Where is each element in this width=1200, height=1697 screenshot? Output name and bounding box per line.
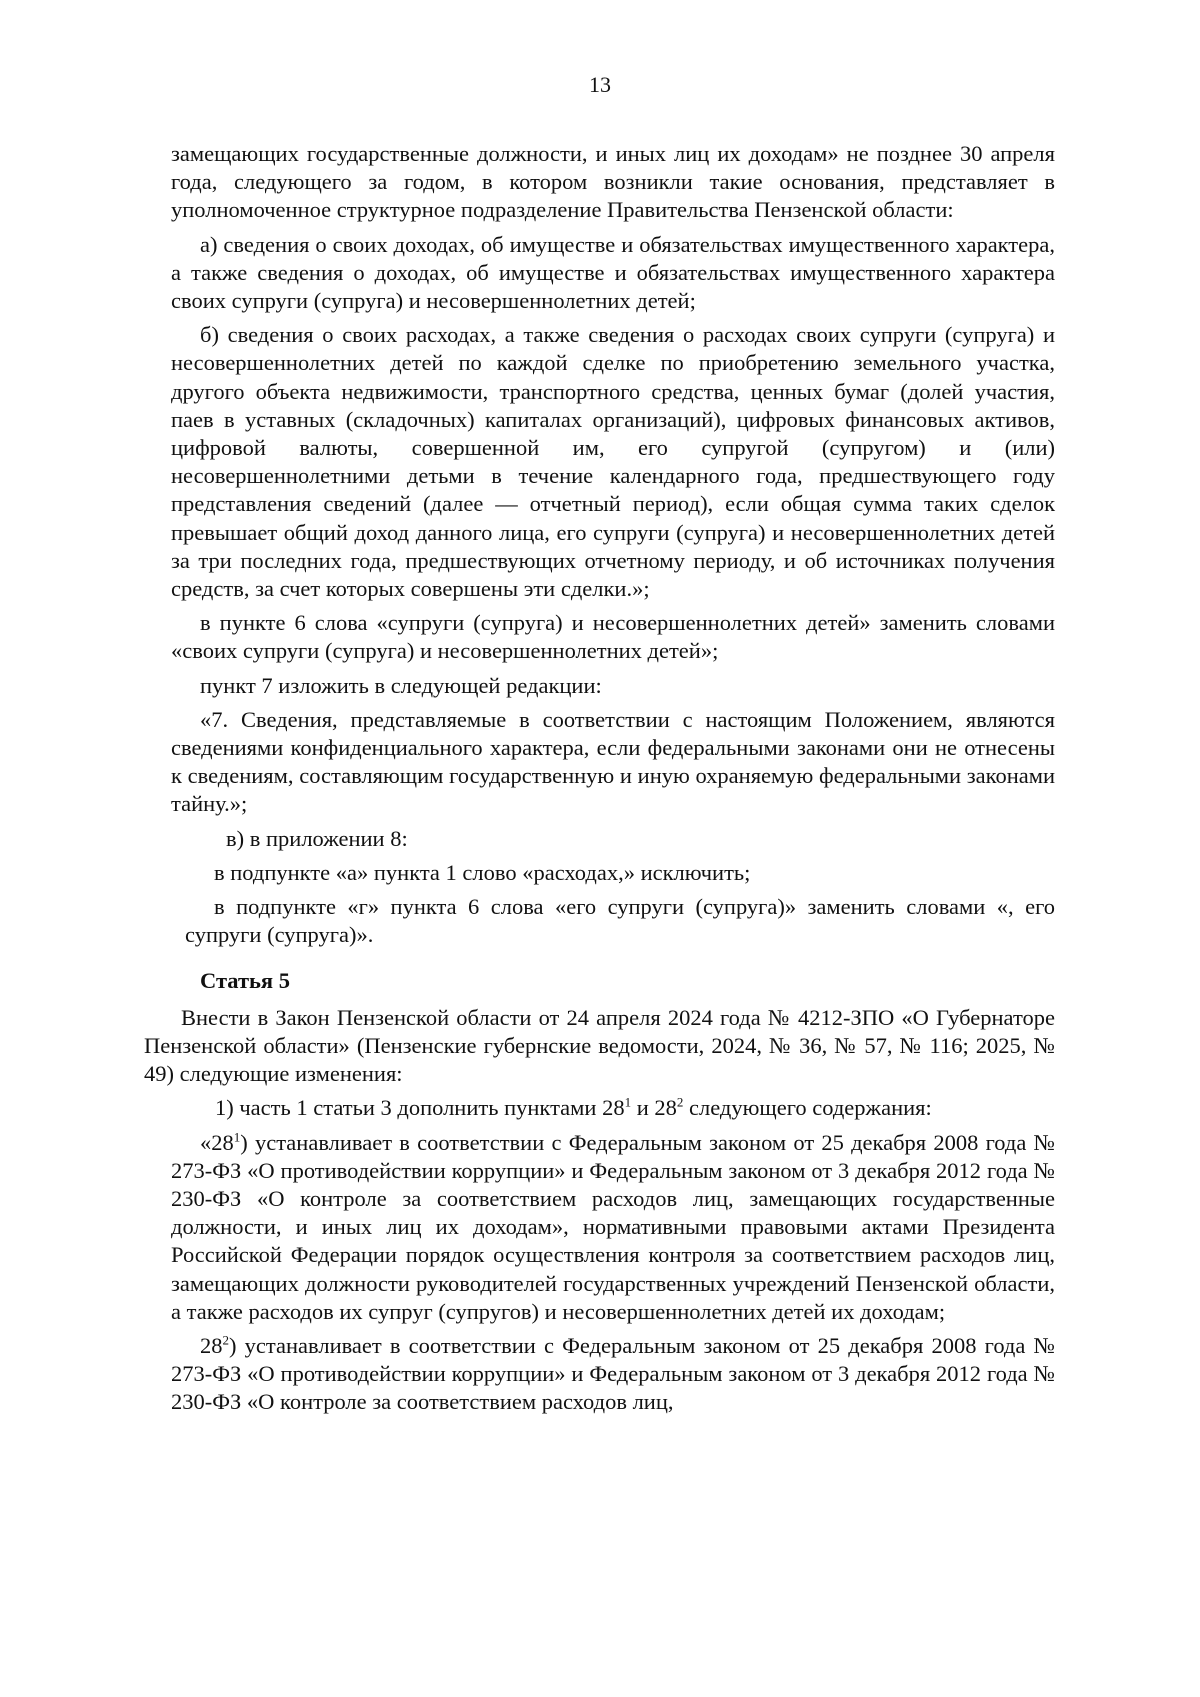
amendment-subpoint-g: в подпункте «г» пункта 6 слова «его супруги (супруга)» заменить словами «, его супруги (супруга)». — [185, 894, 1055, 948]
item-1 — [171, 1094, 1055, 1122]
item-28-2 — [171, 1332, 1055, 1417]
superscript: 1 — [233, 1129, 241, 1144]
page-number: 13 — [589, 72, 611, 97]
item-28-1-number: «28 — [200, 1129, 234, 1155]
item-1-text-c: следующего содержания: — [683, 1095, 932, 1121]
item-28-2-text: ) устанавливает в соответствии с Федеральным законом от 25 декабря 2008 года № 273-ФЗ «О противодействии коррупции» и Федеральным законом от 3 декабря 2012 года № 230-ФЗ «О контроле за соответствием расходов лиц, — [171, 1332, 1055, 1415]
article-heading: Статья 5 — [200, 968, 290, 994]
superscript: 2 — [222, 1332, 229, 1348]
amendment-point-7-text: «7. Сведения, представляемые в соответствии с настоящим Положением, являются сведениями конфиденциального характера, если федеральными законами они не отнесены к сведениям, составляющим государственную и иную охраняемую федеральными законами тайну.»; — [171, 706, 1055, 817]
item-1-text-b: и 28 — [631, 1095, 677, 1121]
document-body — [144, 140, 1055, 1423]
item-28-2-number: 28 — [200, 1332, 223, 1358]
subitem-b: б) сведения о своих расходах, а также сведения о расходах своих супруги (супруга) и несовершеннолетних детей по каждой сделке по приобретению земельного участка, другого объекта недвижимости, транспортного средства, ценных бумаг (долей участия, паев в уставных (складочных) капиталах организаций), цифровых финансовых активов, цифровой валюты, совершенной им, его супругой (супругом) и (или) несовершеннолетними детьми в течение календарного года, предшествующего году представления сведений (далее — отчетный период), если общая сумма таких сделок превышает общий доход данного лица, его супруги (супруга) и несовершеннолетних детей за три последних года, предшествующих отчетному периоду, и об источниках получения средств, за счет которых совершены эти сделки.»; — [171, 322, 1055, 602]
amendment-point-6: в пункте 6 слова «супруги (супруга) и несовершеннолетних детей» заменить словами «своих супруги (супруга) и несовершеннолетних детей»; — [171, 610, 1055, 664]
item-28-1-text: ) устанавливает в соответствии с Федеральным законом от 25 декабря 2008 года № 273-ФЗ «О противодействии коррупции» и Федеральным законом от 3 декабря 2012 года № 230-ФЗ «О контроле за соответствием расходов лиц, замещающих государственные должности, и иных лиц их доходам», нормативными правовыми актами Президента Российской Федерации порядок осуществления контроля за соответствием расходов лиц, замещающих должности руководителей государственных учреждений Пензенской области, а также расходов их супруг (супругов) и несовершеннолетних детей их доходам; — [171, 1129, 1055, 1324]
paragraph-continuation: замещающих государственные должности, и иных лиц их доходам» не позднее 30 апреля года, следующего за годом, в котором возникли такие основания, представляет в уполномоченное структурное подразделение Правительства Пензенской области: — [171, 141, 1055, 223]
amendment-subpoint-a: в подпункте «а» пункта 1 слово «расходах,» исключить; — [214, 859, 751, 885]
subitem-v: в) в приложении 8: — [226, 825, 408, 851]
subitem-a: а) сведения о своих доходах, об имуществе и обязательствах имущественного характера, а также сведения о доходах, об имуществе и обязательствах имущественного характера своих супруги (супруга) и несовершеннолетних детей; — [171, 231, 1055, 314]
item-28-1 — [171, 1129, 1055, 1326]
item-1-text-a: 1) часть 1 статьи 3 дополнить пунктами 28 — [215, 1095, 625, 1121]
article-5-intro: Внести в Закон Пензенской области от 24 апреля 2024 года № 4212-ЗПО «О Губернаторе Пензенской области» (Пензенские губернские ведомости, 2024, № 36, № 57, № 116; 2025, № 49) следующие изменения: — [144, 1004, 1055, 1087]
superscript: 1 — [624, 1094, 632, 1110]
superscript: 2 — [676, 1094, 684, 1110]
amendment-point-7-intro: пункт 7 изложить в следующей редакции: — [200, 672, 602, 698]
